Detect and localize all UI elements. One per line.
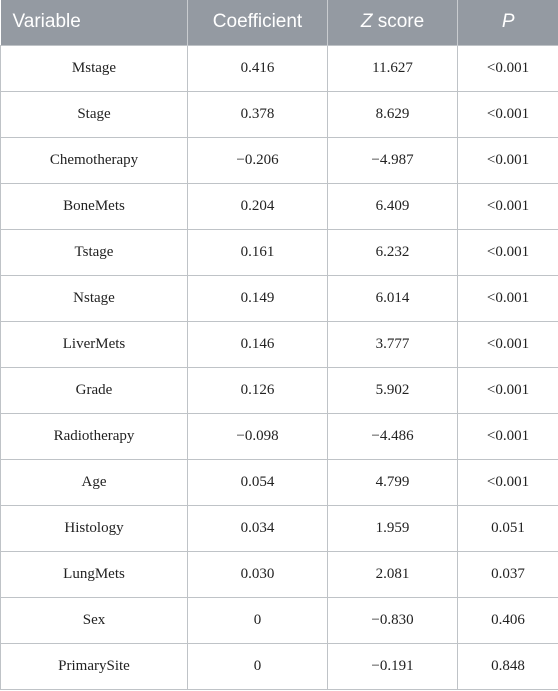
header-z-letter: Z (360, 11, 373, 33)
table-row (1, 643, 558, 689)
cell-coefficient: 0.378 (188, 91, 328, 137)
table-row (1, 275, 558, 321)
cell-p: <0.001 (458, 459, 558, 505)
header-z-score (328, 0, 458, 45)
cell-p: 0.406 (458, 597, 558, 643)
cell-z-score: 2.081 (328, 551, 458, 597)
table-row (1, 459, 558, 505)
cell-variable: PrimarySite (1, 643, 188, 689)
cell-coefficient: −0.206 (188, 137, 328, 183)
cell-variable: Grade (1, 367, 188, 413)
table-row (1, 45, 558, 91)
table-row (1, 229, 558, 275)
cell-z-score: 6.232 (328, 229, 458, 275)
cell-variable: Tstage (1, 229, 188, 275)
cell-p: <0.001 (458, 321, 558, 367)
cell-p: <0.001 (458, 91, 558, 137)
cell-p: 0.037 (458, 551, 558, 597)
cell-coefficient: 0.126 (188, 367, 328, 413)
cell-variable: Sex (1, 597, 188, 643)
cell-p: <0.001 (458, 229, 558, 275)
cell-variable: Mstage (1, 45, 188, 91)
cell-z-score: −4.486 (328, 413, 458, 459)
cell-variable: Radiotherapy (1, 413, 188, 459)
cell-coefficient: 0.416 (188, 45, 328, 91)
cell-coefficient: −0.098 (188, 413, 328, 459)
table-row (1, 91, 558, 137)
cell-variable: LiverMets (1, 321, 188, 367)
cell-coefficient: 0.030 (188, 551, 328, 597)
cell-p: <0.001 (458, 137, 558, 183)
table-row (1, 183, 558, 229)
cell-coefficient: 0 (188, 643, 328, 689)
cell-z-score: 6.409 (328, 183, 458, 229)
cell-z-score: 1.959 (328, 505, 458, 551)
cell-z-score: 5.902 (328, 367, 458, 413)
cell-coefficient: 0.149 (188, 275, 328, 321)
table-row (1, 321, 558, 367)
cell-z-score: 11.627 (328, 45, 458, 91)
cell-z-score: −4.987 (328, 137, 458, 183)
table-header (1, 0, 558, 45)
cell-coefficient: 0.204 (188, 183, 328, 229)
cell-p: <0.001 (458, 45, 558, 91)
cell-variable: Stage (1, 91, 188, 137)
cell-coefficient: 0.146 (188, 321, 328, 367)
header-row (1, 0, 558, 45)
table-row (1, 413, 558, 459)
header-p: P (458, 0, 558, 45)
cell-variable: Nstage (1, 275, 188, 321)
cell-variable: Age (1, 459, 188, 505)
cell-variable: BoneMets (1, 183, 188, 229)
cell-z-score: 3.777 (328, 321, 458, 367)
cell-z-score: −0.191 (328, 643, 458, 689)
cell-variable: Chemotherapy (1, 137, 188, 183)
cell-p: <0.001 (458, 183, 558, 229)
table-row (1, 137, 558, 183)
header-variable: Variable (1, 0, 188, 45)
header-z-suffix: score (372, 11, 425, 33)
cell-z-score: 4.799 (328, 459, 458, 505)
cell-p: <0.001 (458, 367, 558, 413)
cell-coefficient: 0.034 (188, 505, 328, 551)
table-body (1, 45, 558, 689)
table-row (1, 505, 558, 551)
table-row (1, 597, 558, 643)
cell-variable: LungMets (1, 551, 188, 597)
cell-p: <0.001 (458, 275, 558, 321)
cell-coefficient: 0 (188, 597, 328, 643)
cell-p: 0.848 (458, 643, 558, 689)
cell-variable: Histology (1, 505, 188, 551)
table-row (1, 551, 558, 597)
cell-z-score: 8.629 (328, 91, 458, 137)
cell-z-score: −0.830 (328, 597, 458, 643)
header-coefficient: Coefficient (188, 0, 328, 45)
cell-coefficient: 0.161 (188, 229, 328, 275)
cell-z-score: 6.014 (328, 275, 458, 321)
cell-p: <0.001 (458, 413, 558, 459)
cell-p: 0.051 (458, 505, 558, 551)
table-row (1, 367, 558, 413)
cell-coefficient: 0.054 (188, 459, 328, 505)
